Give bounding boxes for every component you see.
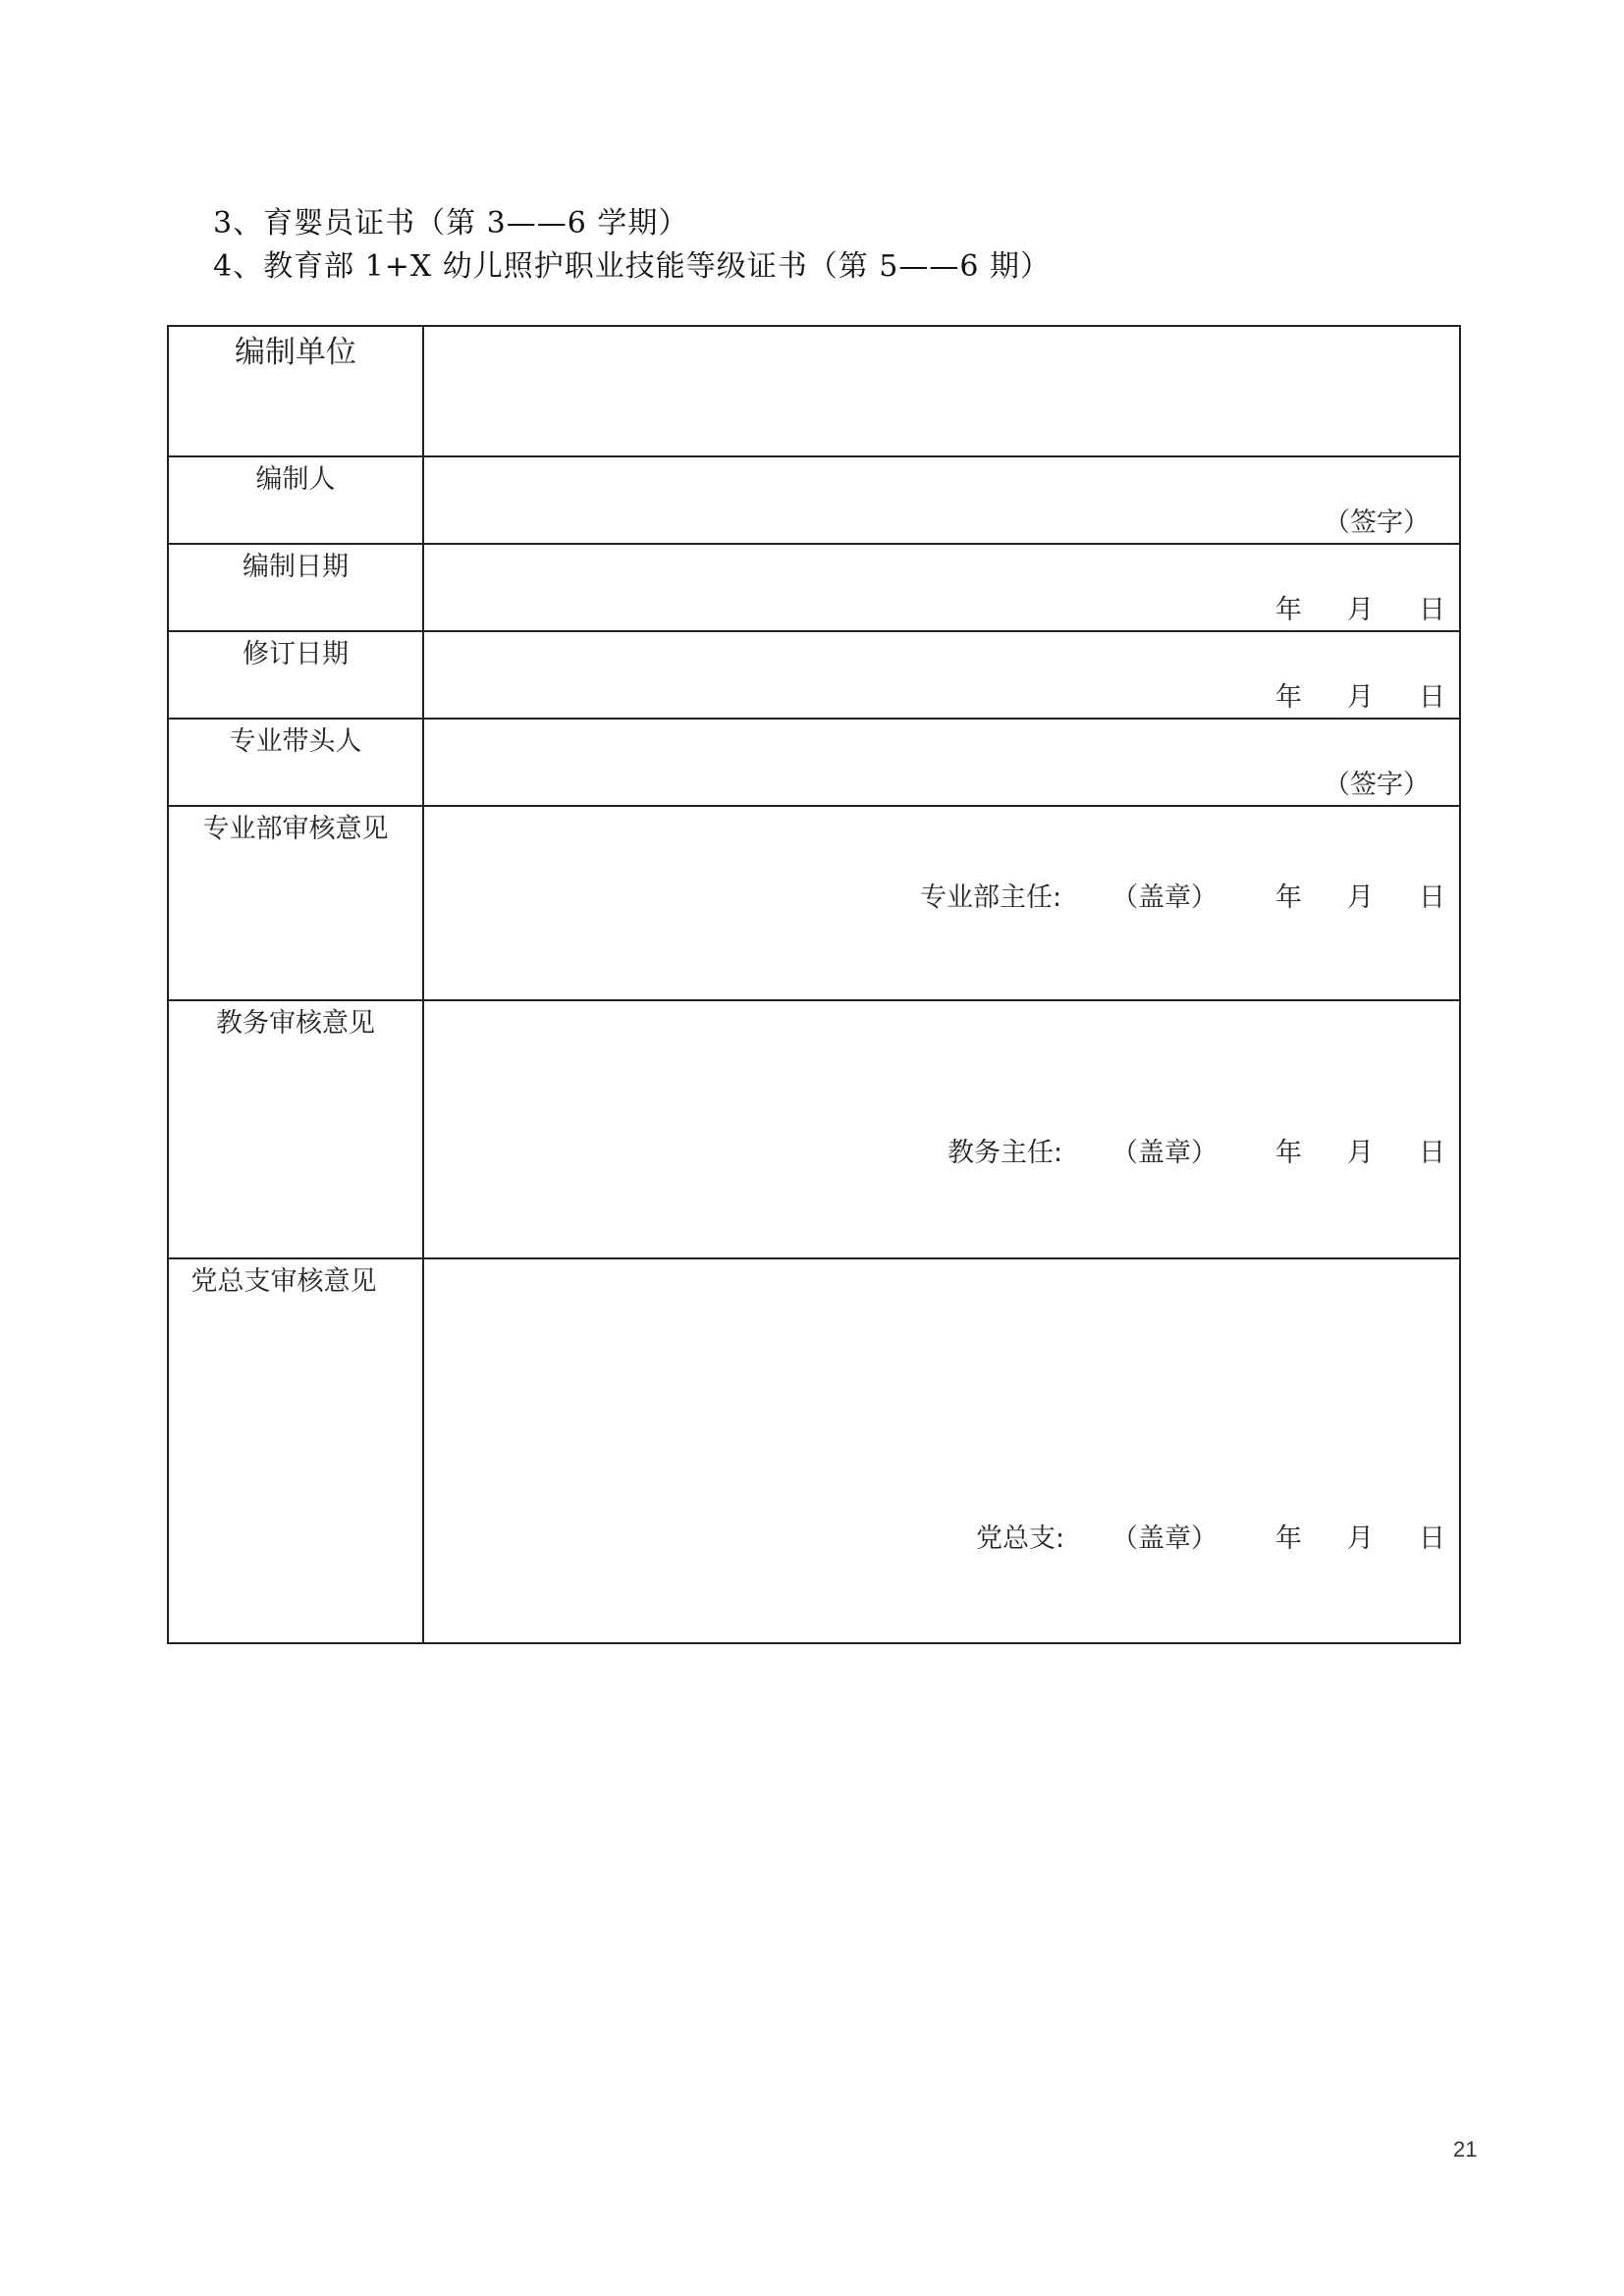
approval-form-table xyxy=(167,325,1461,1644)
field-lead[interactable] xyxy=(423,719,1460,806)
row-dept-review xyxy=(168,806,1460,1000)
label-academic-review: 教务审核意见 xyxy=(168,1000,423,1258)
dept-ymd: 年 月 日 xyxy=(1275,882,1445,913)
row-revise xyxy=(168,631,1460,719)
row-party-review xyxy=(168,1258,1460,1643)
revise-ymd: 年 月 日 xyxy=(1275,682,1445,713)
field-dept-review[interactable] xyxy=(423,806,1460,1000)
row-unit xyxy=(168,326,1460,456)
party-branch-label: 党总支: xyxy=(976,1523,1065,1554)
academic-director-label: 教务主任: xyxy=(947,1138,1063,1168)
row-academic-review xyxy=(168,1000,1460,1258)
dept-director-label: 专业部主任: xyxy=(920,882,1062,913)
label-party-review: 党总支审核意见 xyxy=(168,1258,423,1643)
dept-stamp-note: （盖章） xyxy=(1111,882,1218,913)
label-revise: 修订日期 xyxy=(168,631,423,719)
academic-stamp-note: （盖章） xyxy=(1111,1138,1218,1168)
row-date xyxy=(168,544,1460,631)
row-author xyxy=(168,456,1460,544)
academic-ymd: 年 月 日 xyxy=(1275,1138,1445,1168)
intro-line-certificate-4: 4、教育部 1+X 幼儿照护职业技能等级证书（第 5——6 期） xyxy=(213,249,1051,284)
row-lead xyxy=(168,719,1460,806)
field-unit[interactable] xyxy=(423,326,1460,456)
field-author[interactable] xyxy=(423,456,1460,544)
lead-sign-note: （签字） xyxy=(1324,770,1430,800)
date-ymd: 年 月 日 xyxy=(1275,595,1445,625)
label-author: 编制人 xyxy=(168,456,423,544)
label-unit: 编制单位 xyxy=(168,326,423,456)
author-sign-note: （签字） xyxy=(1324,507,1430,538)
label-lead: 专业带头人 xyxy=(168,719,423,806)
field-revise[interactable] xyxy=(423,631,1460,719)
page-number: 21 xyxy=(1453,2137,1478,2162)
party-stamp-note: （盖章） xyxy=(1111,1523,1218,1554)
field-academic-review[interactable] xyxy=(423,1000,1460,1258)
label-date: 编制日期 xyxy=(168,544,423,631)
field-date[interactable] xyxy=(423,544,1460,631)
label-dept-review: 专业部审核意见 xyxy=(168,806,423,1000)
party-ymd: 年 月 日 xyxy=(1275,1523,1445,1554)
field-party-review[interactable] xyxy=(423,1258,1460,1643)
intro-line-certificate-3: 3、育婴员证书（第 3——6 学期） xyxy=(213,206,689,240)
